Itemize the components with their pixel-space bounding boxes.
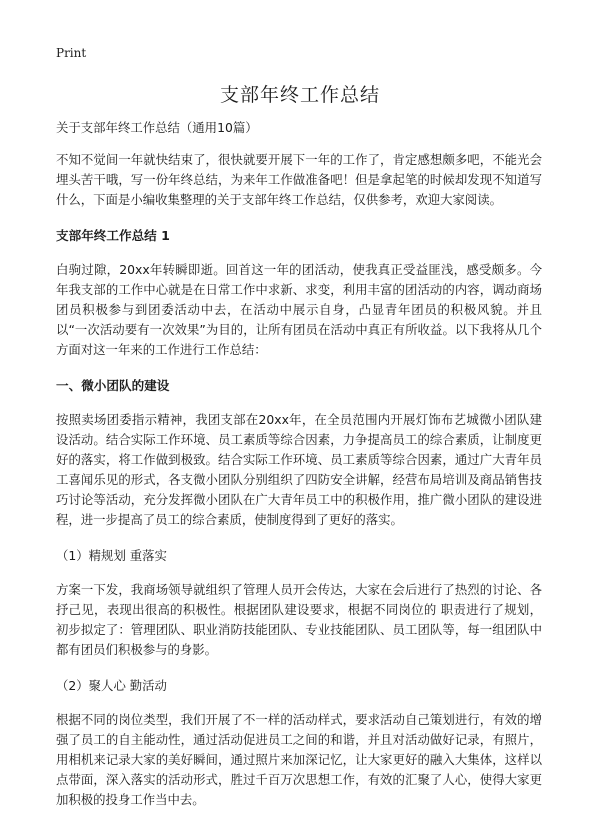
document-subtitle: 关于支部年终工作总结（通用10篇）: [56, 120, 258, 135]
print-link[interactable]: Print: [56, 46, 87, 60]
section-heading: 支部年终工作总结 1: [56, 228, 170, 243]
intro-paragraph: 不知不觉间一年就快结束了，很快就要开展下一年的工作了，肯定感想颇多吧，不能光会埋头苦干哦，写一份年终总结，为来年工作做准备吧！但是拿起笔的时候却发现不知道写什么，下面是小编收集整理的关于支部年终工作总结，仅供参考，欢迎大家阅读。: [56, 152, 542, 207]
item-paragraph-1: 方案一下发，我商场领导就组织了管理人员开会传达，大家在会后进行了热烈的讨论、各抒己见，表现出很高的积极性。根据团队建设要求，根据不同岗位的 职责进行了规划，初步拟定了：管理团队、职业消防技能团队、专业技能团队、员工团队等，每一组团队中都有团员们积极参与的身影。: [56, 582, 542, 657]
document-title: 支部年终工作总结: [219, 84, 380, 106]
section-paragraph: 白驹过隙，20xx年转瞬即逝。回首这一年的团活动，使我真正受益匪浅，感受颇多。今年我支部的工作中心就是在日常工作中求新、求变，利用丰富的团活动的内容，调动商场团员积极参与到团委活动中去，在活动中展示自身，凸显青年团员的积极风貌。并且以“一次活动要有一次效果”为目的，让所有团员在活动中真正有所收益。以下我将从几个方面对这一年来的工作进行工作总结：: [56, 262, 542, 357]
document-body: [56, 118, 542, 826]
item-heading-1: （1）精规划 重落实: [56, 548, 167, 563]
item-paragraph-2: 根据不同的岗位类型，我们开展了不一样的活动样式，要求活动自己策划进行，有效的增强了员工的自主能动性，通过活动促进员工之间的和谐，并且对活动做好记录，有照片，用相机来记录大家的美好瞬间，通过照片来加深记忆，让大家更好的融入大集体，这样以点带面，深入落实的活动形式，胜过千百万次思想工作，有效的汇聚了人心，使得大家更加积极的投身工作当中去。: [56, 712, 542, 807]
subsection-paragraph: 按照卖场团委指示精神，我团支部在20xx年，在全员范围内开展灯饰布艺城微小团队建设活动。结合实际工作环境、员工素质等综合因素，力争提高员工的综合素质，让制度更好的落实，将工作做到极致。结合实际工作环境、员工素质等综合因素，通过广大青年员工喜闻乐见的形式，各支微小团队分别组织了四防安全讲解，经营布局培训及商品销售技巧讨论等活动，充分发挥微小团队在广大青年员工中的积极作用，推广微小团队的建设进程，进一步提高了员工的综合素质，使制度得到了更好的落实。: [56, 412, 542, 527]
item-heading-2: （2）聚人心 勤活动: [56, 678, 167, 693]
subsection-heading: 一、微小团队的建设: [56, 378, 170, 393]
